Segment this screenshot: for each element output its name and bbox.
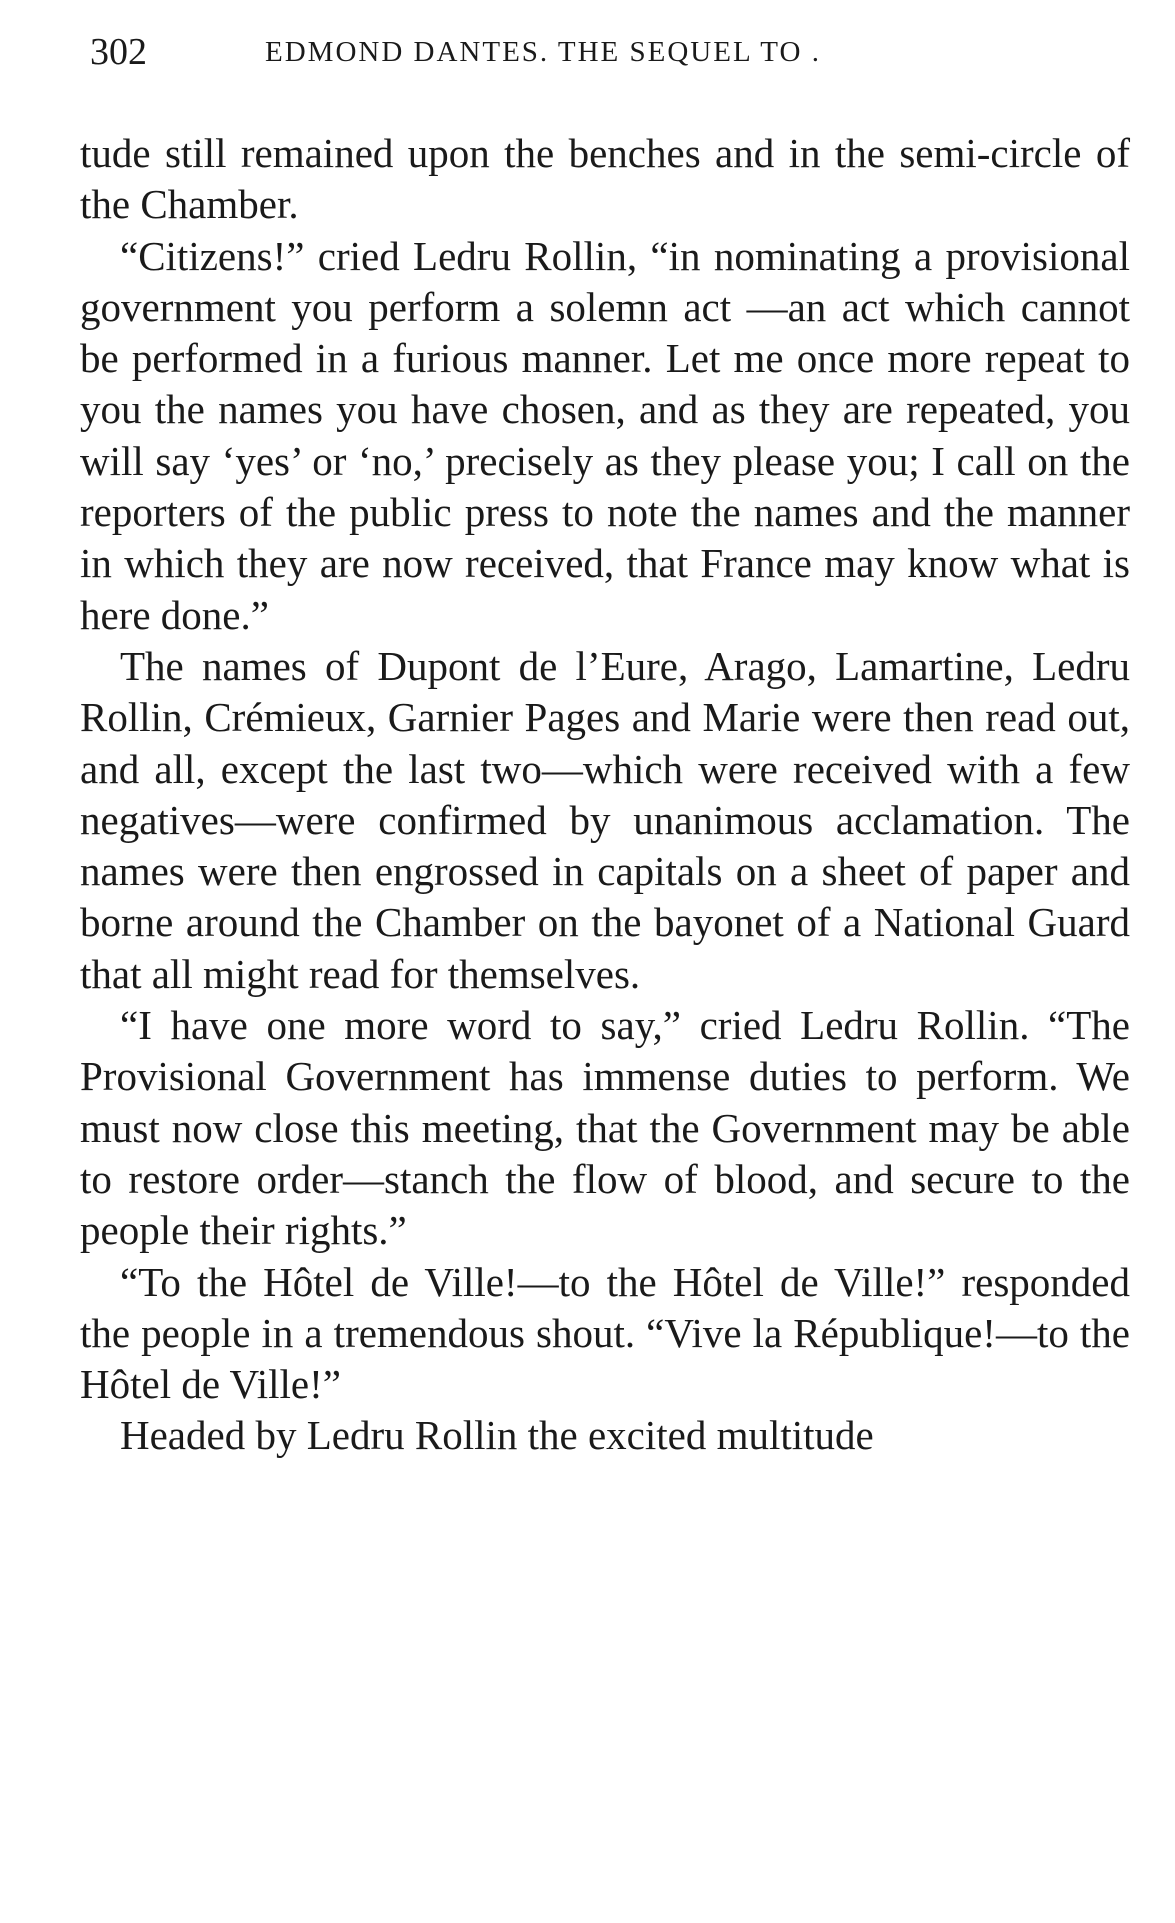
running-title: EDMOND DANTES. THE SEQUEL TO . [265,36,821,68]
running-head [90,30,1090,80]
paragraph: “I have one more word to say,” cried Ledru Rollin. “The Provisional Government has immense duties to perform. We must now close this meeting, that the Government may be able to restore order—stanch the flow of blood, and secure to the people their rights.” [80,1002,1130,1254]
body-text [80,128,1130,1462]
paragraph: “To the Hôtel de Ville!—to the Hôtel de Ville!” responded the people in a tremendous shout. “Vive la République!—to the Hôtel de Ville!” [80,1258,1130,1408]
paragraph: Headed by Ledru Rollin the excited multitude [120,1412,874,1459]
paragraph: tude still remained upon the benches and in the semi-circle of the Chamber. [80,130,1130,228]
paragraph: The names of Dupont de l’Eure, Arago, Lamartine, Ledru Rollin, Crémieux, Garnier Pages and Marie were then read out, and all, except the last two—which were received with a few negatives—were confirmed by unanimous acclamation. The names were then engrossed in capitals on a sheet of paper and borne around the Chamber on the bayonet of a National Guard that all might read for themselves. [80,642,1130,997]
page-number: 302 [90,31,147,73]
paragraph: “Citizens!” cried Ledru Rollin, “in nominating a provisional government you perform a solemn act —an act which cannot be performed in a furious manner. Let me once more repeat to you the names you have chosen, and as they are repeated, you will say ‘yes’ or ‘no,’ precisely as they please you; I call on the reporters of the public press to note the names and the manner in which they are now received, that France may know what is here done.” [80,232,1130,638]
